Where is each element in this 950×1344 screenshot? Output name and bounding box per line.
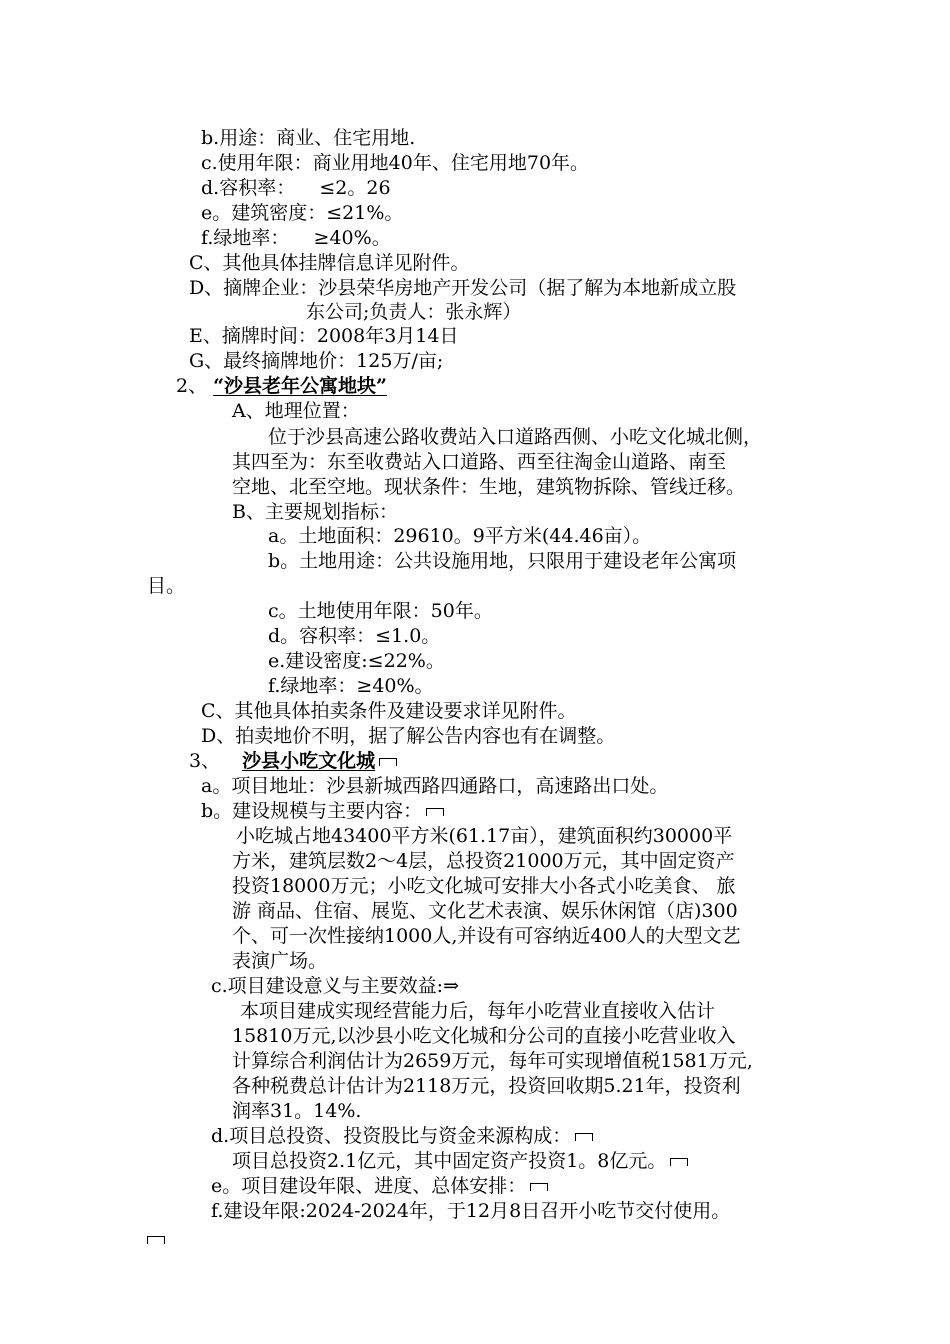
text-line-with-mark bbox=[211, 1174, 548, 1198]
text-line: 计算综合利润估计为2659万元，每年可实现增值税1581万元, bbox=[232, 1050, 753, 1072]
text-line: f.建设年限:2024-2024年，于12月8日召开小吃节交付使用。 bbox=[211, 1200, 731, 1222]
text-line: f.绿地率： ≥40%。 bbox=[201, 227, 391, 249]
text-line-with-mark bbox=[211, 974, 459, 998]
arrow-mark-icon: ⇒ bbox=[443, 975, 460, 997]
text-line: 方米，建筑层数2～4层，总投资21000万元，其中固定资产 bbox=[232, 850, 735, 872]
text-line-with-mark bbox=[211, 1124, 593, 1148]
text-line: 各种税费总计估计为2118万元，投资回收期5.21年，投资利 bbox=[232, 1075, 741, 1097]
text-line: 位于沙县高速公路收费站入口道路西侧、小吃文化城北侧， bbox=[268, 426, 763, 448]
section-title: “沙县老年公寓地块” bbox=[213, 375, 387, 397]
paragraph-mark-icon bbox=[530, 1183, 548, 1191]
text-line: c。土地使用年限：50年。 bbox=[268, 600, 493, 622]
text-line: b。建设规模与主要内容： bbox=[201, 800, 423, 822]
paragraph-mark-icon bbox=[670, 1158, 688, 1166]
text-line: 小吃城占地43400平方米(61.17亩），建筑面积约30000平 bbox=[236, 825, 733, 847]
text-line: 表演广场。 bbox=[232, 950, 328, 972]
text-line: 投资18000万元；小吃文化城可安排大小各式小吃美食、 旅 bbox=[232, 875, 736, 897]
text-line: 空地、北至空地。现状条件：生地，建筑物拆除、管线迁移。 bbox=[232, 476, 746, 498]
section-heading bbox=[176, 374, 387, 398]
paragraph-mark-icon bbox=[426, 808, 444, 816]
text-line: e。项目建设年限、进度、总体安排： bbox=[211, 1175, 527, 1197]
text-line: 项目总投资2.1亿元，其中固定资产投资1。8亿元。 bbox=[232, 1150, 667, 1172]
section-heading bbox=[189, 749, 397, 773]
text-line: 润率31。14%. bbox=[232, 1100, 362, 1122]
text-line: 东公司;负责人：张永辉） bbox=[306, 301, 522, 323]
text-line: c.项目建设意义与主要效益: bbox=[211, 975, 444, 997]
section-title: 沙县小吃文化城 bbox=[242, 750, 376, 772]
text-line: B、主要规划指标： bbox=[232, 501, 398, 523]
text-line: A、地理位置： bbox=[232, 400, 360, 422]
text-line: b.用途：商业、住宅用地. bbox=[201, 127, 416, 149]
text-line: C、其他具体挂牌信息详见附件。 bbox=[189, 252, 470, 274]
text-line: c.使用年限：商业用地40年、住宅用地70年。 bbox=[201, 152, 590, 174]
text-line-with-mark bbox=[201, 799, 444, 823]
text-line: a。项目地址：沙县新城西路四通路口，高速路出口处。 bbox=[201, 775, 669, 797]
text-line: D、摘牌企业：沙县荣华房地产开发公司（据了解为本地新成立股 bbox=[189, 277, 737, 299]
text-line: C、其他具体拍卖条件及建设要求详见附件。 bbox=[201, 700, 577, 722]
text-line: d。容积率：≤1.0。 bbox=[268, 625, 441, 647]
text-line: 个、可一次性接纳1000人,并设有可容纳近400人的大型文艺 bbox=[232, 925, 741, 947]
text-line: f.绿地率：≥40%。 bbox=[268, 675, 434, 697]
text-line: a。土地面积：29610。9平方米(44.46亩）。 bbox=[268, 525, 652, 547]
text-line: E、摘牌时间：2008年3月14日 bbox=[189, 325, 459, 347]
paragraph-mark-icon bbox=[147, 1236, 165, 1244]
text-line: d.容积率： ≤2。26 bbox=[201, 177, 391, 199]
section-number: 2、 bbox=[176, 375, 208, 397]
text-line: e.建设密度:≤22%。 bbox=[268, 650, 445, 672]
text-line: D、拍卖地价不明，据了解公告内容也有在调整。 bbox=[201, 725, 616, 747]
paragraph-mark-icon bbox=[575, 1133, 593, 1141]
text-line: d.项目总投资、投资股比与资金来源构成： bbox=[211, 1125, 572, 1147]
text-line: b。土地用途：公共设施用地，只限用于建设老年公寓项 bbox=[268, 550, 737, 572]
text-line: 其四至为：东至收费站入口道路、西至往淘金山道路、南至 bbox=[232, 451, 727, 473]
text-line-with-mark bbox=[232, 1149, 688, 1173]
text-line: G、最终摘牌地价：125万/亩; bbox=[189, 350, 444, 372]
paragraph-mark-icon bbox=[379, 758, 397, 766]
text-line: 游 商品、住宿、展览、文化艺术表演、娱乐休闲馆（店)300 bbox=[232, 900, 738, 922]
text-line: 目。 bbox=[147, 575, 186, 597]
text-line: 本项目建成实现经营能力后，每年小吃营业直接收入估计 bbox=[240, 1000, 716, 1022]
text-line: e。建筑密度：≤21%。 bbox=[201, 202, 404, 224]
section-number: 3、 bbox=[189, 750, 221, 772]
text-line: 15810万元,以沙县小吃文化城和分公司的直接小吃营业收入 bbox=[232, 1025, 736, 1047]
